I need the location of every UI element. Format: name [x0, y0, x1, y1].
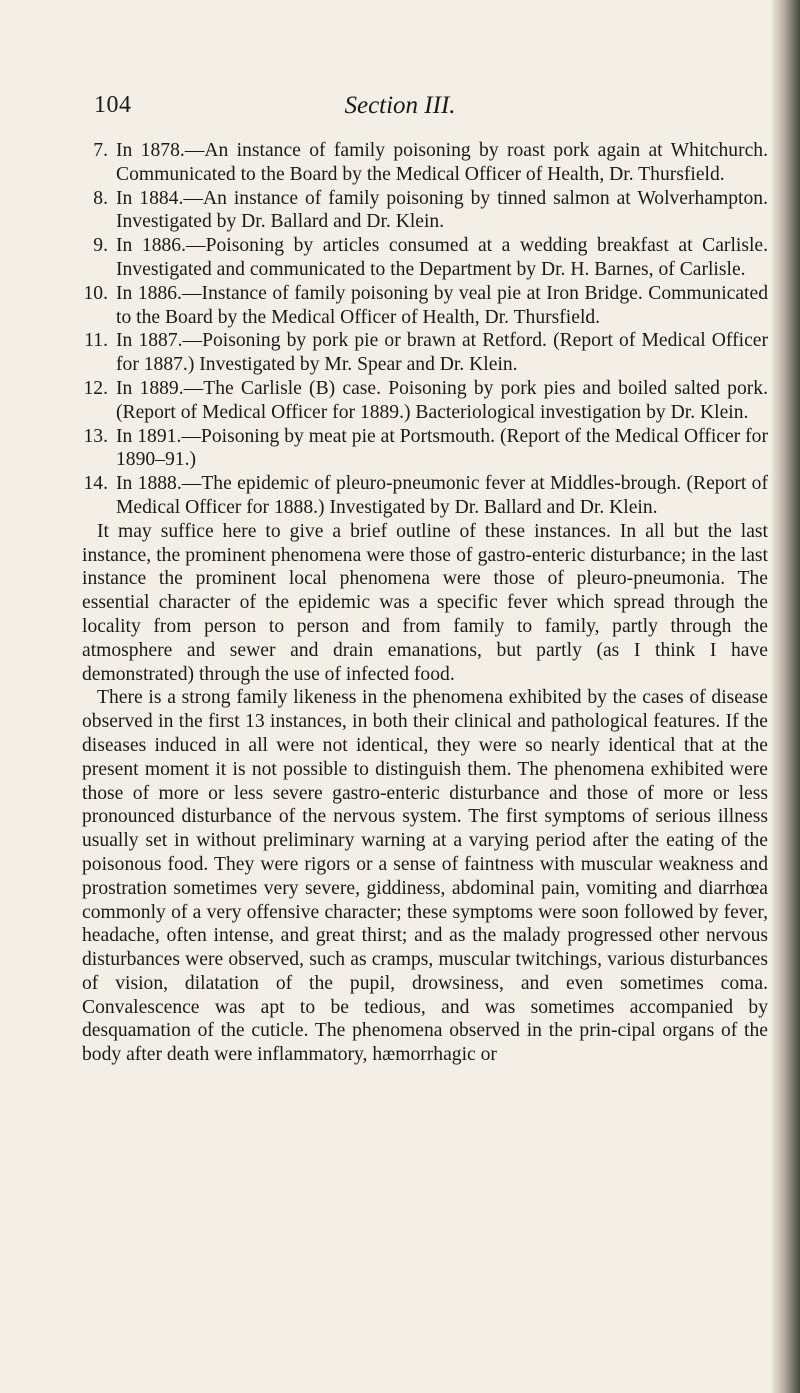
list-item [82, 282, 768, 330]
list-item-number: 10. [83, 282, 108, 304]
list-item [82, 425, 768, 473]
list-item-number: 14. [83, 473, 108, 495]
list-item-text: In 1886.—Instance of family poisoning by veal pie at Iron Bridge. Communicated to the Board by the Medical Officer of Health, Dr. Thursfield. [116, 282, 768, 328]
list-item-number: 8. [93, 187, 108, 209]
list-item-text: In 1888.—The epidemic of pleuro-pneumonic fever at Middles-brough. (Report of Medical Officer for 1888.) Investigated by Dr. Ballard and Dr. Klein. [116, 473, 768, 518]
list-item-text: In 1887.—Poisoning by pork pie or brawn at Retford. (Report of Medical Officer for 1887.) Investigated by Mr. Spear and Dr. Klein. [116, 330, 768, 376]
list-item [82, 329, 768, 377]
list-item-number: 9. [93, 235, 108, 257]
instance-list [82, 139, 768, 520]
list-item-number: 7. [93, 140, 108, 161]
list-item-text: In 1889.—The Carlisle (B) case. Poisoning by pork pies and boiled salted pork. (Report of Medical Officer for 1889.) Bacteriological investigation by Dr. Klein. [116, 377, 768, 423]
section-title: Section III. [344, 92, 456, 119]
list-item-text: In 1886.—Poisoning by articles consumed at a wedding breakfast at Carlisle. Investigated and communicated to the Department by Dr. H. Barnes, of Carlisle. [116, 235, 768, 280]
list-item [82, 234, 768, 282]
list-item [82, 187, 768, 235]
page-number: 104 [94, 92, 132, 118]
list-item-text: In 1891.—Poisoning by meat pie at Portsmouth. (Report of the Medical Officer for 1890–91.) [116, 425, 768, 471]
list-item-text: In 1878.—An instance of family poisoning by roast pork again at Whitchurch. Communicated to the Board by the Medical Officer of Health, Dr. Thursfield. [116, 140, 768, 185]
list-item [82, 377, 768, 425]
list-item [82, 472, 768, 520]
page-header [0, 84, 800, 124]
list-item-text: In 1884.—An instance of family poisoning by tinned salmon at Wolverhampton. Investigated by Dr. Ballard and Dr. Klein. [116, 187, 768, 233]
page-body [82, 139, 768, 1067]
list-item [82, 139, 768, 187]
list-item-number: 12. [83, 377, 108, 399]
list-item-number: 11. [84, 330, 108, 352]
body-paragraph: There is a strong family likeness in the phenomena exhibited by the cases of disease observed in the first 13 instances, in both their clinical and pathological features. If the diseases induced in all were not identical, they were so nearly identical that at the present moment it is not possible to distinguish them. The phenomena exhibited were those of more or less severe gastro-enteric disturbance and those of more or less pronounced disturbance of the nervous system. The first symptoms of serious illness usually set in without preliminary warning at a varying period after the eating of the poisonous food. They were rigors or a sense of faintness with muscular weakness and prostration sometimes very severe, giddiness, abdominal pain, vomiting and diarrhœa commonly of a very offensive character; these symptoms were soon followed by fever, headache, often intense, and great thirst; and as the malady progressed other nervous disturbances were observed, such as cramps, muscular twitchings, various disturbances of vision, dilatation of the pupil, drowsiness, and even sometimes coma. Convalescence was apt to be tedious, and was sometimes accompanied by desquamation of the cuticle. The phenomena observed in the prin-cipal organs of the body after death were inflammatory, hæmorrhagic or [82, 687, 768, 1066]
list-item-number: 13. [83, 425, 108, 447]
page-edge-shadow [770, 0, 800, 1393]
body-paragraph: It may suffice here to give a brief outline of these instances. In all but the last instance, the prominent phenomena were those of gastro-enteric disturbance; in the last instance the prominent local phenomena were those of pleuro-pneumonia. The essential character of the epidemic was a specific fever which spread through the locality from person to person and from family to family, partly through the atmosphere and sewer and drain emanations, but partly (as I think I have demonstrated) through the use of infected food. [82, 520, 768, 685]
